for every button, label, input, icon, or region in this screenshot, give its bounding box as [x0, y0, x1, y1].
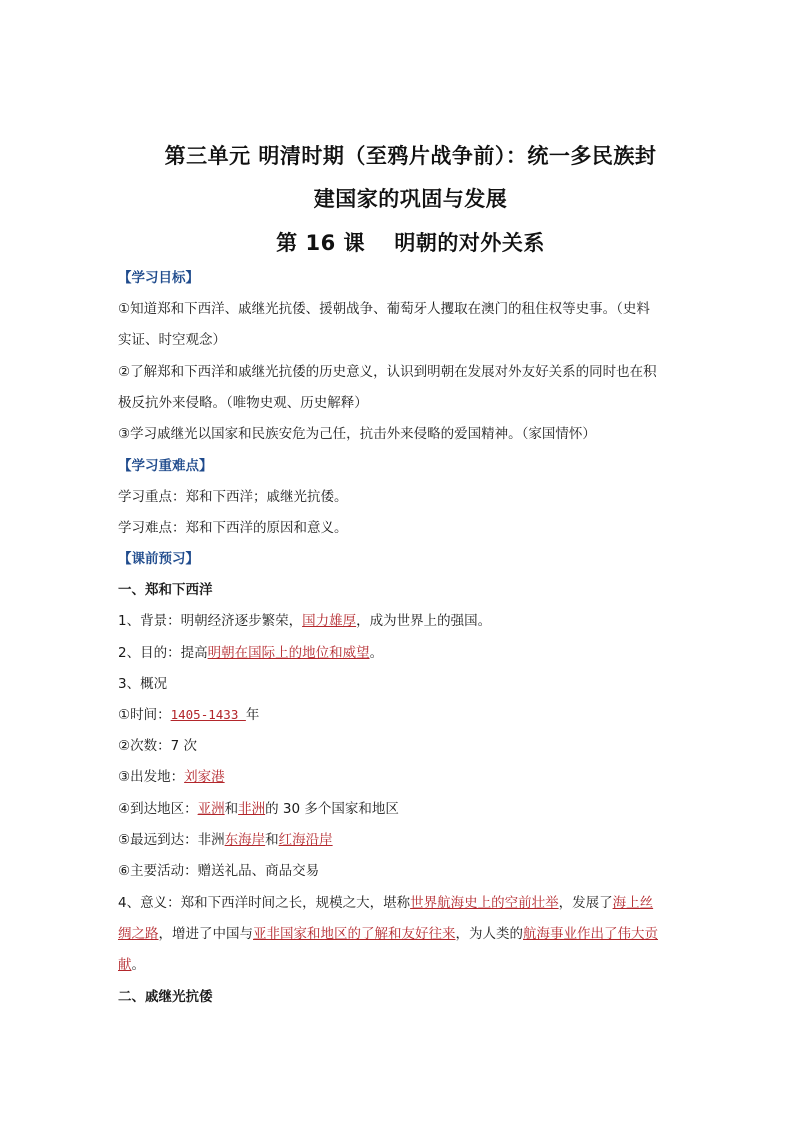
activity-line: ⑥主要活动：赠送礼品、商品交易: [118, 863, 320, 879]
farthest-connector: 和: [265, 832, 279, 848]
objective-3: ③学习戚继光以国家和民族安危为己任，抗击外来侵略的爱国精神。（家国情怀）: [118, 426, 596, 442]
keypoints-heading: 【学习重难点】: [118, 458, 213, 474]
significance-line-1: [118, 893, 683, 913]
unit-title: 第三单元 明清时期（至鸦片战争前）：统一多民族封: [164, 144, 657, 168]
reach-label: ④到达地区：: [118, 801, 198, 817]
farthest-answer-red-sea: 红海沿岸: [278, 832, 333, 848]
goal-answer: 明朝在国际上的地位和威望: [207, 645, 370, 661]
overview-heading: 3、概况: [118, 676, 168, 692]
goal-text-end: 。: [369, 645, 384, 661]
farthest-label: ⑤最远到达：非洲: [118, 832, 225, 848]
significance-line-3: [118, 955, 683, 975]
background-text-end: ，成为世界上的强国。: [356, 613, 492, 629]
farthest-answer-east-coast: 东海岸: [224, 832, 266, 848]
time-label: ①时间：: [118, 707, 171, 723]
significance-answer-3: 亚非国家和地区的了解和友好往来: [253, 926, 456, 942]
reach-text-end: 的 30 多个国家和地区: [265, 801, 399, 817]
significance-answer-4: 航海事业作出了伟大贡: [523, 926, 658, 942]
part2-title: 二、戚继光抗倭: [118, 989, 213, 1005]
background-answer: 国力雄厚: [302, 613, 357, 629]
farthest-line: [118, 830, 683, 850]
significance-answer-2-end: 绸之路: [118, 926, 159, 942]
reach-connector: 和: [224, 801, 239, 817]
time-unit: 年: [245, 707, 260, 723]
significance-line-2: [118, 924, 683, 944]
count-line: ②次数：7 次: [118, 738, 197, 754]
time-answer: 1405-1433: [170, 707, 246, 722]
objective-1-continued: 实证、时空观念）: [118, 332, 226, 348]
significance-text-1: 4、意义：郑和下西洋时间之长，规模之大，堪称: [118, 895, 411, 911]
lesson-title: 第 16 课 明朝的对外关系: [276, 231, 545, 255]
reach-answer-asia: 亚洲: [197, 801, 225, 817]
goal-line: [118, 643, 683, 663]
significance-text-4: ，为人类的: [455, 926, 523, 942]
departure-answer: 刘家港: [184, 769, 225, 785]
key-difficulty: 学习难点：郑和下西洋的原因和意义。: [118, 520, 348, 536]
significance-answer-2: 海上丝: [612, 895, 654, 911]
goal-text: 2、目的：提高: [118, 645, 208, 661]
preview-heading: 【课前预习】: [118, 551, 199, 567]
significance-answer-1: 世界航海史上的空前壮举: [410, 895, 559, 911]
time-line: [118, 705, 683, 725]
significance-text-3: ，增进了中国与: [158, 926, 253, 942]
significance-answer-4-end: 献: [118, 957, 132, 973]
objective-2-continued: 极反抗外来侵略。（唯物史观、历史解释）: [118, 395, 368, 411]
significance-text-2: ，发展了: [558, 895, 613, 911]
objectives-heading: 【学习目标】: [118, 270, 199, 286]
objective-1: ①知道郑和下西洋、戚继光抗倭、援朝战争、葡萄牙人攫取在澳门的租住权等史事。（史料: [118, 301, 650, 317]
key-focus: 学习重点：郑和下西洋；戚继光抗倭。: [118, 489, 348, 505]
unit-title-continued: 建国家的巩固与发展: [313, 187, 508, 211]
significance-text-5: 。: [131, 957, 145, 973]
objective-2: ②了解郑和下西洋和戚继光抗倭的历史意义，认识到明朝在发展对外友好关系的同时也在积: [118, 364, 657, 380]
part1-title: 一、郑和下西洋: [118, 582, 213, 598]
departure-label: ③出发地：: [118, 769, 185, 785]
reach-line: [118, 799, 683, 819]
background-line: [118, 611, 683, 631]
background-text: 1、背景：明朝经济逐步繁荣，: [118, 613, 303, 629]
departure-line: [118, 767, 683, 787]
reach-answer-africa: 非洲: [238, 801, 266, 817]
